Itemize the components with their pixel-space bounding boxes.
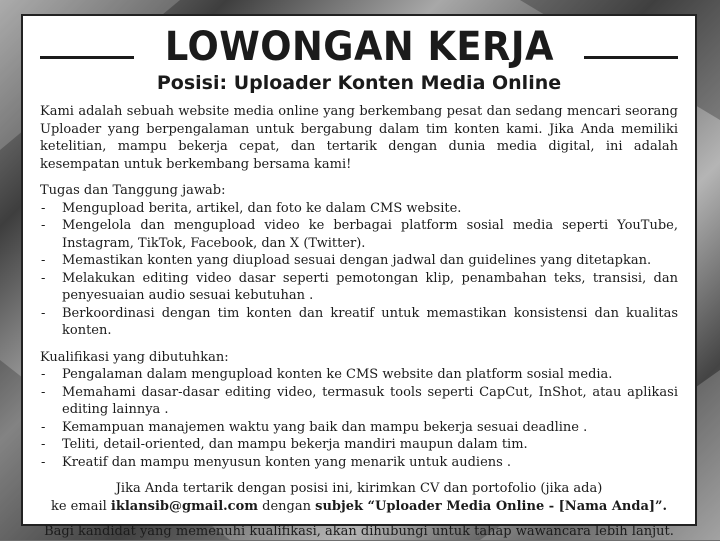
- list-item-text: Kemampuan manajemen waktu yang baik dan mampu bekerja sesuai deadline .: [62, 419, 588, 435]
- list-item: [40, 366, 678, 384]
- list-item-text: Teliti, detail-oriented, dan mampu bekerja mandiri maupun dalam tim.: [62, 437, 528, 452]
- list-item: [40, 454, 678, 472]
- bullet-dash: -: [41, 270, 46, 286]
- headline-rule-right: [584, 56, 678, 59]
- headline: [40, 20, 678, 74]
- duties-list: [40, 200, 678, 340]
- bullet-dash: -: [41, 419, 46, 435]
- list-item: [40, 200, 678, 218]
- list-item-text: Memahami dasar-dasar editing video, termasuk tools seperti CapCut, InShot, atau aplikasi editing lainnya .: [62, 384, 678, 417]
- list-item: [40, 384, 678, 419]
- closing-line-2: [40, 498, 678, 516]
- job-poster: [21, 14, 697, 539]
- email-subject: subjek “Uploader Media Online - [Nama Anda]”.: [315, 498, 668, 514]
- bullet-dash: -: [41, 253, 46, 268]
- list-item: [40, 270, 678, 305]
- closing-prefix: ke email: [50, 498, 107, 514]
- contact-email: iklansib@gmail.com: [110, 498, 259, 514]
- list-item: [40, 305, 678, 340]
- list-item-text: Melakukan editing video dasar seperti pemotongan klip, penambahan teks, transisi, dan penyesuaian audio sesuai kebutuhan .: [62, 270, 678, 303]
- position-subtitle: Posisi: Uploader Konten Media Online: [156, 72, 562, 94]
- list-item: [40, 252, 678, 270]
- qualifications-list: [40, 366, 678, 471]
- closing-middle: dengan: [262, 498, 312, 514]
- final-note: Bagi kandidat yang memenuhi kualifikasi, akan dihubungi untuk tahap wawancara lebih lanjut.: [44, 524, 674, 539]
- bullet-dash: -: [41, 305, 46, 321]
- duties-heading: Tugas dan Tanggung jawab:: [40, 183, 226, 198]
- list-item: [40, 436, 678, 454]
- headline-rule-left: [40, 56, 134, 59]
- bullet-dash: -: [41, 200, 46, 216]
- bullet-dash: -: [41, 367, 46, 382]
- list-item: [40, 419, 678, 437]
- bullet-dash: -: [41, 384, 46, 400]
- list-item: [40, 217, 678, 252]
- list-item-text: Kreatif dan mampu menyusun konten yang menarik untuk audiens .: [62, 454, 512, 470]
- qualifications-heading: Kualifikasi yang dibutuhkan:: [40, 349, 229, 365]
- list-item-text: Mengelola dan mengupload video ke berbagai platform sosial media seperti YouTube, Instagram, TikTok, Facebook, dan X (Twitter).: [62, 218, 678, 251]
- bullet-dash: -: [41, 437, 46, 452]
- list-item-text: Memastikan konten yang diupload sesuai dengan jadwal dan guidelines yang ditetapkan.: [62, 253, 652, 268]
- list-item-text: Pengalaman dalam mengupload konten ke CMS website dan platform sosial media.: [62, 367, 613, 382]
- list-item-text: Berkoordinasi dengan tim konten dan kreatif untuk memastikan konsistensi dan kualitas konten.: [62, 305, 678, 338]
- poster-title: LOWONGAN KERJA: [164, 24, 554, 70]
- intro-paragraph: Kami adalah sebuah website media online yang berkembang pesat dan sedang mencari seorang Uploader yang berpengalaman untuk bergabung dalam tim konten kami. Jika Anda memiliki ketelitian, mampu bekerja cepat, dan tertarik dengan dunia media digital, ini adalah kesempatan untuk berkembang bersama kami!: [40, 104, 678, 172]
- bullet-dash: -: [41, 218, 46, 233]
- application-instructions: [40, 480, 678, 515]
- bullet-dash: -: [41, 454, 46, 470]
- closing-line-1: Jika Anda tertarik dengan posisi ini, kirimkan CV dan portofolio (jika ada): [115, 481, 603, 496]
- list-item-text: Mengupload berita, artikel, dan foto ke dalam CMS website.: [62, 200, 462, 216]
